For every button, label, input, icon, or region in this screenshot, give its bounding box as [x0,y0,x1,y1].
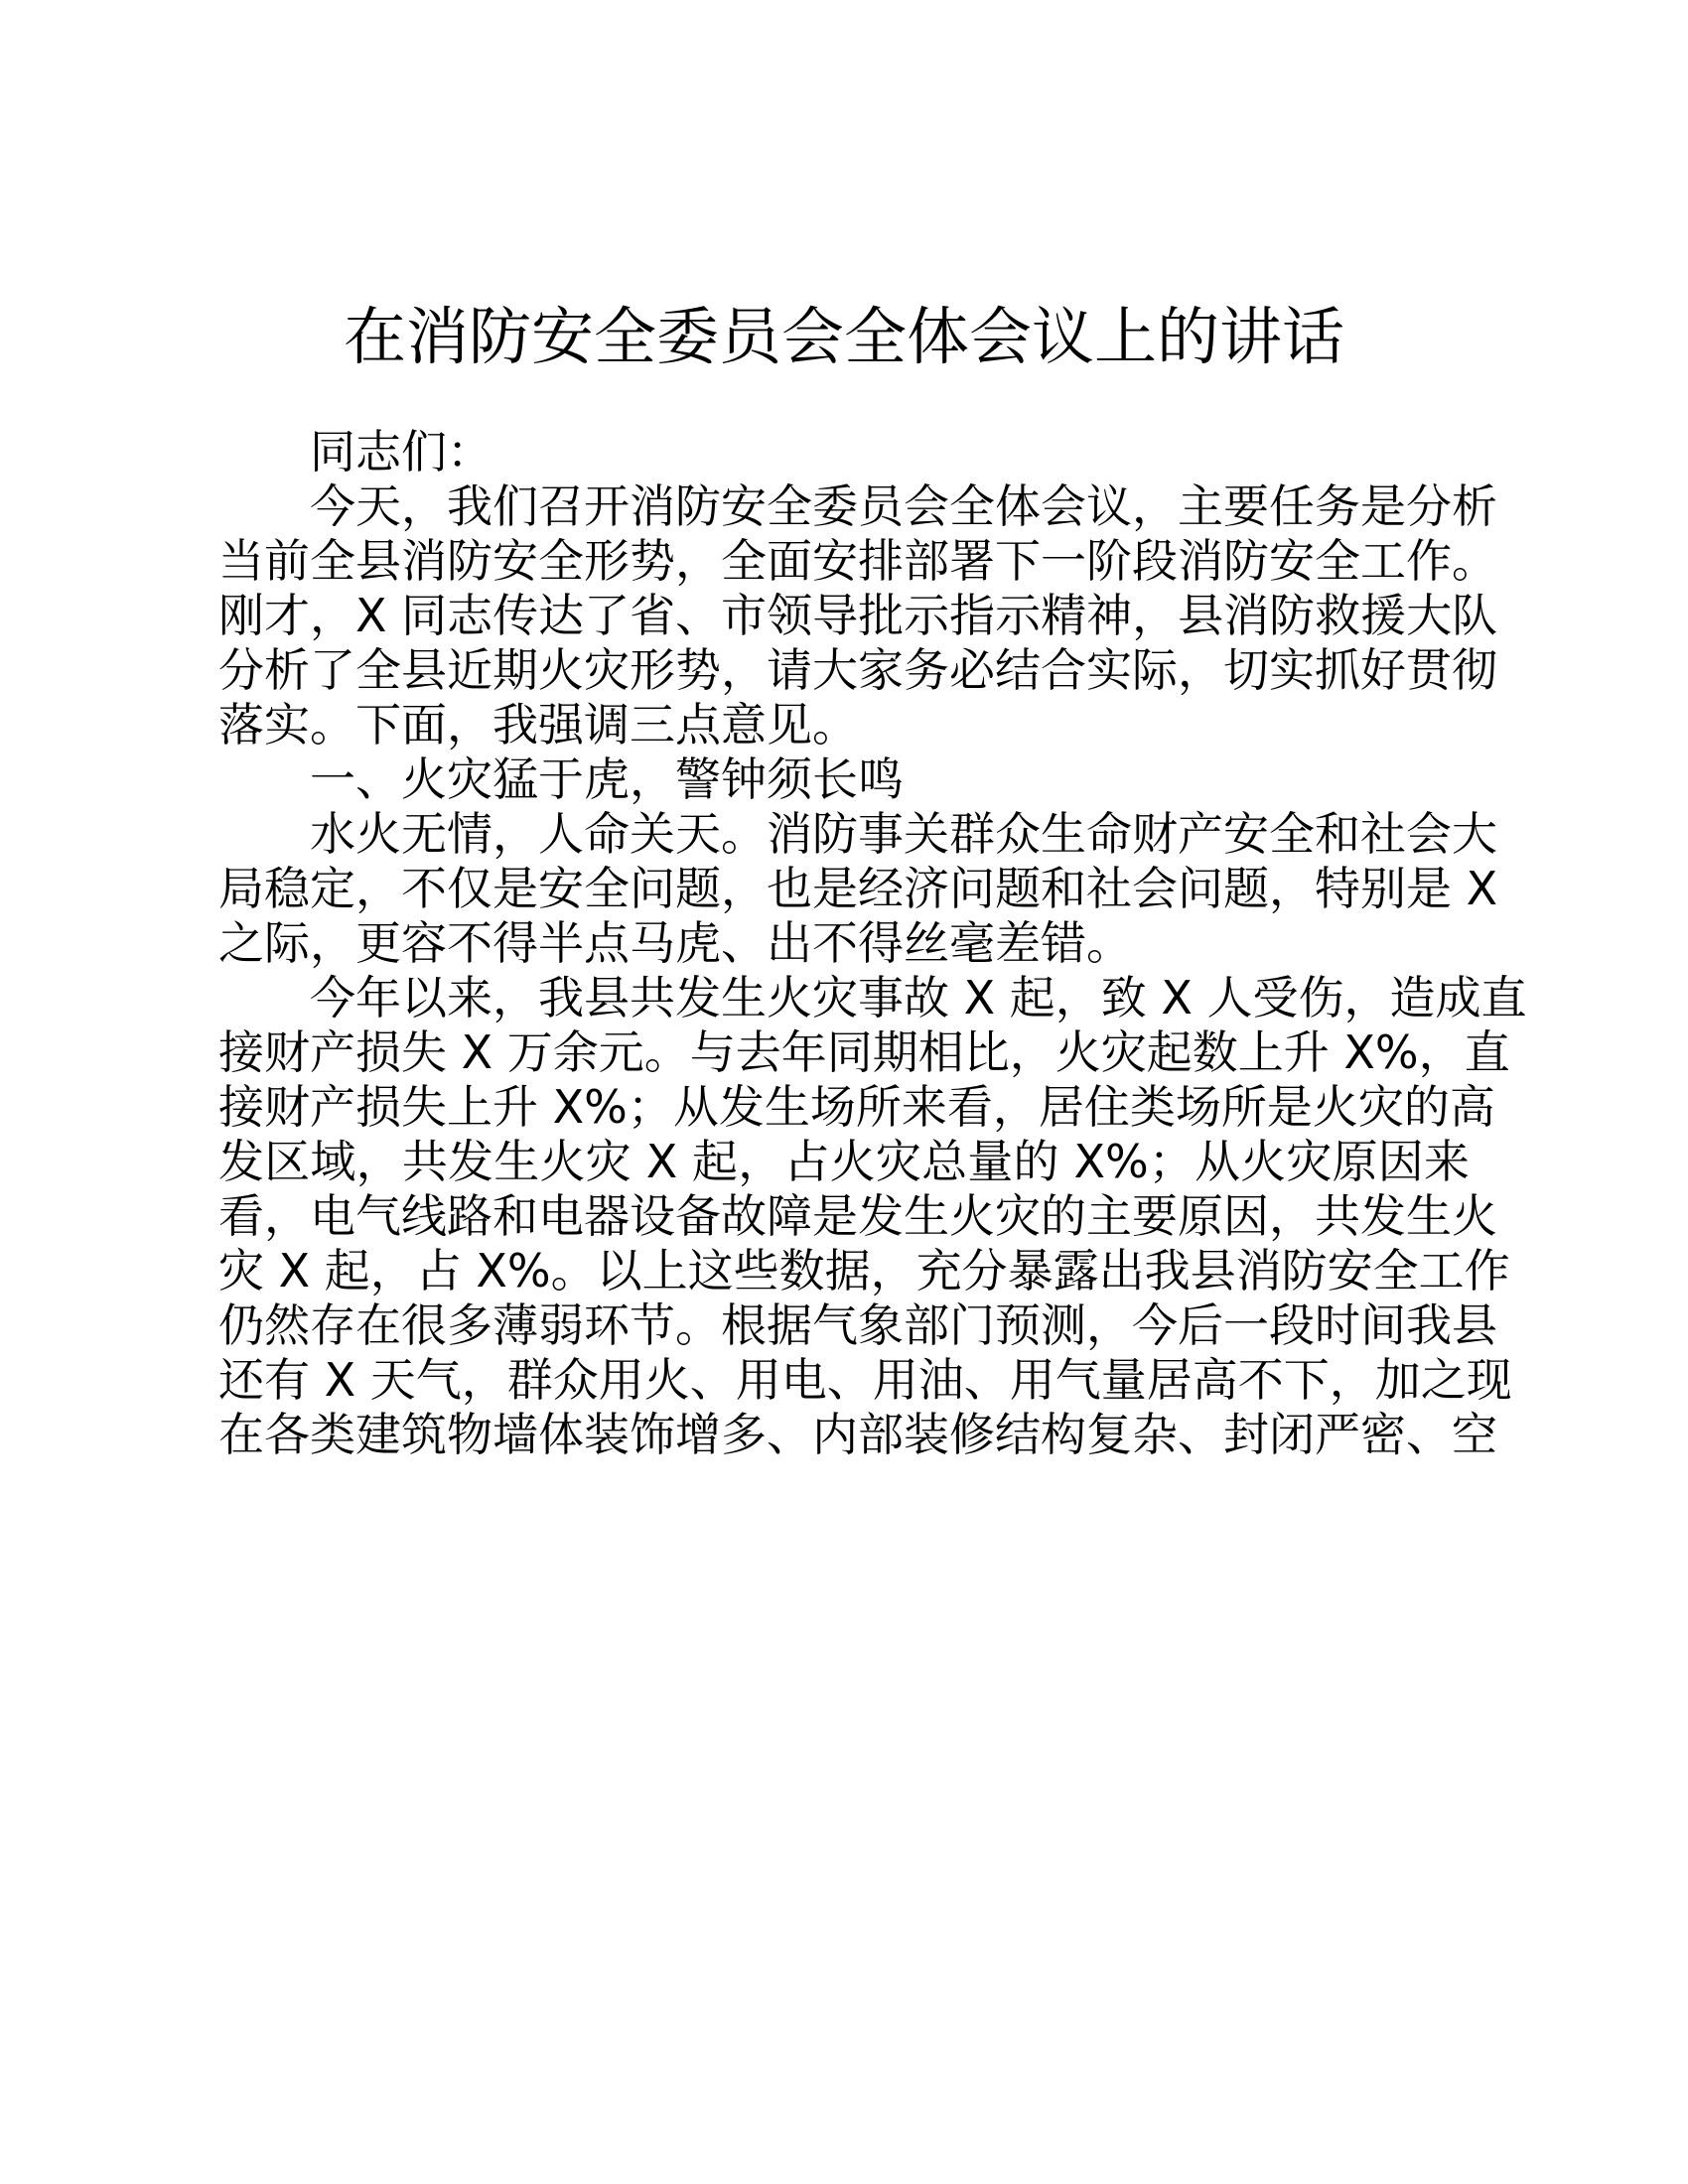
salutation-line: 同志们： [310,425,492,478]
page-title: 在消防安全委员会全体会议上的讲话 [344,301,1344,373]
paragraph-line: 局稳定，不仅是安全问题，也是经济问题和社会问题，特别是 X [218,862,1498,915]
paragraph-line: 仍然存在很多薄弱环节。根据气象部门预测，今后一段时间我县 [218,1298,1497,1352]
paragraph-line: 落实。下面，我强调三点意见。 [218,698,858,751]
paragraph-line: 发区域，共发生火灾 X 起，占火灾总量的 X%；从火灾原因来 [218,1135,1470,1188]
paragraph-line: 当前全县消防安全形势，全面安排部署下一阶段消防安全工作。 [218,534,1497,588]
paragraph-line: 在各类建筑物墙体装饰增多、内部装修结构复杂、封闭严密、空 [218,1408,1497,1461]
paragraph-line: 之际，更容不得半点马虎、出不得丝毫差错。 [218,916,1132,970]
paragraph-line: 还有 X 天气，群众用火、用电、用油、用气量居高不下，加之现 [218,1353,1512,1407]
paragraph-line: 看，电气线路和电器设备故障是发生火灾的主要原因，共发生火 [218,1189,1497,1243]
paragraph-line: 接财产损失 X 万余元。与去年同期相比，火灾起数上升 X%，直 [218,1025,1510,1079]
paragraph-line: 分析了全县近期火灾形势，请大家务必结合实际，切实抓好贯彻 [218,643,1497,697]
paragraph-line: 今年以来，我县共发生火灾事故 X 起，致 X 人受伤，造成直 [310,971,1527,1024]
paragraph-line: 水火无情，人命关天。消防事关群众生命财产安全和社会大 [310,807,1497,861]
paragraph-line: 灾 X 起，占 X%。以上这些数据，充分暴露出我县消防安全工作 [218,1244,1510,1297]
paragraph-line: 刚才，X 同志传达了省、市领导批示指示精神，县消防救援大队 [218,589,1498,642]
paragraph-line: 今天，我们召开消防安全委员会全体会议，主要任务是分析 [310,479,1497,533]
section-heading-line: 一、火灾猛于虎，警钟须长鸣 [310,752,904,806]
paragraph-line: 接财产损失上升 X%；从发生场所来看，居住类场所是火灾的高 [218,1080,1495,1134]
